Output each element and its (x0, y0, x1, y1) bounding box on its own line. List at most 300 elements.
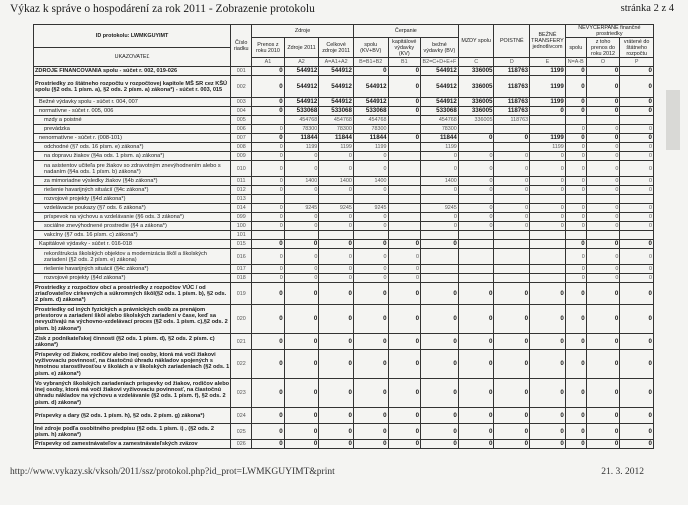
cell-value: 0 (252, 305, 285, 334)
cell-value (421, 249, 459, 265)
cell-value: 0 (586, 107, 620, 116)
cell-value: 0 (565, 143, 586, 152)
row-label: príspevok na výchovu a vzdelávanie (§6 ods. 3 zákona*) (34, 213, 231, 222)
cell-value: 0 (319, 408, 354, 424)
cell-value: 0 (620, 107, 654, 116)
row-number: 016 (231, 249, 252, 265)
cell-value: 0 (421, 283, 459, 305)
cell-value (353, 231, 388, 240)
cell-value: 0 (586, 265, 620, 274)
table-row (34, 305, 654, 334)
table-row (34, 231, 654, 240)
cell-value: 0 (620, 424, 654, 440)
cell-value: 11844 (353, 134, 388, 143)
row-label: rozvojové projekty (§4d zákona*) (34, 274, 231, 283)
cell-value: 0 (388, 265, 421, 274)
row-number: 001 (231, 67, 252, 76)
cell-value: 0 (252, 125, 285, 134)
cell-value: 0 (388, 98, 421, 107)
row-label: riešenie havarijných situácií (§4c zákona*) (34, 265, 231, 274)
column-code: B1 (388, 58, 421, 67)
cell-value: 0 (353, 222, 388, 231)
cell-value (530, 231, 566, 240)
cell-value: 0 (252, 213, 285, 222)
cell-value (494, 143, 530, 152)
cell-value (252, 116, 285, 125)
cell-value: 1199 (284, 143, 319, 152)
cell-value: 0 (565, 134, 586, 143)
cell-value: 0 (421, 222, 459, 231)
cell-value: 0 (252, 222, 285, 231)
cell-value: 1400 (421, 177, 459, 186)
cell-value (458, 125, 494, 134)
cell-value: 0 (620, 186, 654, 195)
row-number: 019 (231, 283, 252, 305)
cell-value: 0 (421, 334, 459, 350)
cell-value: 0 (252, 274, 285, 283)
row-label: riešenie havarijných situácií (§4c zákona*) (34, 186, 231, 195)
cell-value: 544912 (421, 98, 459, 107)
table-row (34, 116, 654, 125)
cell-value: 0 (565, 240, 586, 249)
footer-date: 21. 3. 2012 (601, 467, 644, 477)
row-number: 011 (231, 177, 252, 186)
table-row (34, 161, 654, 177)
cell-value: 0 (565, 67, 586, 76)
cell-value: 11844 (319, 134, 354, 143)
cell-value (530, 265, 566, 274)
table-row (34, 408, 654, 424)
cell-value (458, 265, 494, 274)
cell-value: 0 (530, 204, 566, 213)
cell-value (494, 195, 530, 204)
row-label: Vo vybraných školských zariadeniach príspevky od žiakov, rodičov alebo inej osoby, ktorá má voči žiakovi vyživovaciu povinnosť, na čiastočnú úhradu nákladov na výchovu a vzdelávanie (§2 ods. 1 písm. f), §2 ods. 2 písm. d) zákona*) (34, 379, 231, 408)
nevycerpane-header: NEVYČERPANÉ finančné prostriedky (565, 25, 653, 38)
cell-value: 0 (565, 204, 586, 213)
column-code: B=B1+B2 (353, 58, 388, 67)
cell-value: 0 (494, 379, 530, 408)
cell-value (494, 249, 530, 265)
table-row (34, 274, 654, 283)
page-title: Výkaz k správe o hospodárení za rok 2011 - Zobrazenie protokolu (10, 3, 315, 15)
cell-value (388, 161, 421, 177)
cell-value: 0 (530, 152, 566, 161)
cell-value: 0 (586, 204, 620, 213)
cell-value: 0 (494, 408, 530, 424)
cell-value: 0 (620, 274, 654, 283)
cell-value: 0 (494, 186, 530, 195)
row-label: Príspevky od žiakov, rodičov alebo inej osoby, ktorá má voči žiakovi vyživovaciu povinnosť, na čiastočnú úhradu nákladov spojených s hmotnou starostlivosťou v školách a v školských zariadeniach (§2 ods. 1 písm. e) zákona*) (34, 350, 231, 379)
cell-value: 0 (458, 283, 494, 305)
column-code: A=A1+A2 (319, 58, 354, 67)
cell-value: 0 (353, 424, 388, 440)
cell-value (586, 195, 620, 204)
cell-value (388, 204, 421, 213)
cell-value: 0 (620, 408, 654, 424)
cell-value: 544912 (353, 76, 388, 98)
cell-value: 0 (620, 143, 654, 152)
cell-value: 0 (586, 186, 620, 195)
cell-value (458, 249, 494, 265)
cell-value: 544912 (421, 67, 459, 76)
table-row (34, 107, 654, 116)
cell-value: 0 (586, 274, 620, 283)
cell-value: 0 (353, 305, 388, 334)
table-row (34, 98, 654, 107)
cell-value: 0 (252, 334, 285, 350)
cell-value: 0 (319, 222, 354, 231)
cell-value: 0 (353, 240, 388, 249)
cell-value (284, 231, 319, 240)
cell-value: 0 (586, 249, 620, 265)
cell-value: 0 (530, 283, 566, 305)
cell-value (620, 116, 654, 125)
table-row (34, 265, 654, 274)
table-row (34, 204, 654, 213)
cell-value: 0 (284, 305, 319, 334)
cell-value (565, 195, 586, 204)
cell-value: 0 (458, 440, 494, 449)
cell-value: 0 (388, 67, 421, 76)
col-kapitalove: kapitálové výdavky (KV) (388, 38, 421, 58)
cell-value: 0 (565, 408, 586, 424)
row-number: 005 (231, 116, 252, 125)
cell-value: 0 (319, 161, 354, 177)
cell-value: 0 (620, 265, 654, 274)
row-label: na dopravu žiakov (§4a ods. 1 písm. a) zákona*) (34, 152, 231, 161)
cell-value: 0 (620, 213, 654, 222)
cell-value: 0 (494, 350, 530, 379)
cell-value: 0 (530, 424, 566, 440)
cell-value: 336005 (458, 67, 494, 76)
report-table (33, 24, 654, 449)
row-number: 010 (231, 161, 252, 177)
cell-value: 0 (530, 213, 566, 222)
cell-value: 0 (586, 424, 620, 440)
cell-value (252, 231, 285, 240)
cell-value: 0 (586, 125, 620, 134)
cell-value (388, 125, 421, 134)
cell-value: 0 (620, 350, 654, 379)
cell-value: 0 (284, 274, 319, 283)
cell-value: 0 (319, 152, 354, 161)
cell-value: 0 (284, 152, 319, 161)
row-label: vakcíny (§7 ods. 16 písm. c) zákona*) (34, 231, 231, 240)
cell-value: 0 (421, 152, 459, 161)
cell-value (530, 249, 566, 265)
col-bezne-vydavky: bežné výdavky (BV) (421, 38, 459, 58)
cell-value: 0 (421, 240, 459, 249)
cell-value (494, 274, 530, 283)
cell-value: 0 (421, 305, 459, 334)
cell-value: 0 (620, 67, 654, 76)
cell-value: 0 (494, 213, 530, 222)
cell-value: 0 (284, 379, 319, 408)
cell-value: 0 (388, 274, 421, 283)
table-row (34, 195, 654, 204)
cell-value: 0 (252, 283, 285, 305)
cell-value: 0 (252, 249, 285, 265)
cell-value: 0 (284, 265, 319, 274)
cell-value: 0 (530, 222, 566, 231)
cell-value: 0 (586, 350, 620, 379)
row-label: odchodné (§7 ods. 16 písm. e) zákona*) (34, 143, 231, 152)
row-label: Prostriedky z rozpočtov obcí a prostriedky z rozpočtov VÚC / od zriaďovateľov cirkevných a súkromných škôl(§2 ods. 1 písm. b), §2 ods. 2 písm. d) zákona*) (34, 283, 231, 305)
row-number: 012 (231, 186, 252, 195)
cell-value (494, 265, 530, 274)
cell-value: 0 (421, 350, 459, 379)
cell-value: 0 (388, 379, 421, 408)
cell-value: 0 (319, 265, 354, 274)
cell-value: 0 (458, 213, 494, 222)
cell-value: 0 (284, 440, 319, 449)
cell-value: 0 (353, 440, 388, 449)
row-label: na asistentov učiteľa pre žiakov so zdravotným znevýhodnením alebo s nadaním (§4a ods. 1 písm. b) zákona*) (34, 161, 231, 177)
cell-value (494, 240, 530, 249)
cell-value: 0 (319, 305, 354, 334)
cell-value: 1199 (530, 143, 566, 152)
cell-value: 0 (252, 107, 285, 116)
cell-value: 454768 (319, 116, 354, 125)
cell-value: 11844 (421, 134, 459, 143)
row-number: 022 (231, 350, 252, 379)
cell-value: 454768 (421, 116, 459, 125)
cell-value: 544912 (284, 76, 319, 98)
cell-value: 1199 (421, 143, 459, 152)
cell-value: 0 (565, 274, 586, 283)
table-row (34, 186, 654, 195)
cell-value (421, 195, 459, 204)
cell-value: 0 (586, 177, 620, 186)
cell-value: 0 (620, 222, 654, 231)
row-number: 004 (231, 107, 252, 116)
row-label: Iné zdroje podľa osobitného predpisu (§2 ods. 1 písm. i) , (§2 ods. 2 písm. h) zákona*) (34, 424, 231, 440)
cell-value: 0 (620, 379, 654, 408)
row-number: 007 (231, 134, 252, 143)
cell-value: 0 (565, 76, 586, 98)
cell-value: 0 (530, 379, 566, 408)
cell-value: 0 (494, 222, 530, 231)
cell-value: 0 (620, 204, 654, 213)
cell-value: 0 (565, 283, 586, 305)
row-label: Príspevky od zamestnávateľov a zamestnávateľských zväzov (34, 440, 231, 449)
cell-value: 0 (565, 424, 586, 440)
cell-value: 0 (252, 240, 285, 249)
cell-value: 0 (319, 274, 354, 283)
cell-value: 0 (353, 350, 388, 379)
cell-value: 0 (565, 152, 586, 161)
cell-value: 0 (319, 424, 354, 440)
cell-value: 0 (494, 204, 530, 213)
cell-value (458, 274, 494, 283)
cell-value (388, 116, 421, 125)
cell-value: 0 (284, 249, 319, 265)
table-row (34, 379, 654, 408)
cell-value: 0 (458, 424, 494, 440)
cell-value: 0 (421, 186, 459, 195)
table-row (34, 283, 654, 305)
cell-value: 0 (458, 161, 494, 177)
cerpanie-header: Čerpanie (353, 25, 458, 38)
cell-value: 0 (530, 107, 566, 116)
cell-value: 0 (284, 222, 319, 231)
column-code: A2 (284, 58, 319, 67)
row-number: 024 (231, 408, 252, 424)
cell-value: 0 (353, 265, 388, 274)
cell-value (530, 240, 566, 249)
cell-value: 0 (252, 424, 285, 440)
cell-value: 0 (353, 408, 388, 424)
cell-value: 0 (586, 152, 620, 161)
cell-value: 0 (620, 152, 654, 161)
cell-value: 0 (319, 440, 354, 449)
cell-value: 0 (458, 408, 494, 424)
cell-value (620, 231, 654, 240)
cell-value: 0 (252, 134, 285, 143)
cell-value: 118763 (494, 116, 530, 125)
cell-value: 0 (252, 152, 285, 161)
cell-value (458, 195, 494, 204)
cell-value: 0 (252, 408, 285, 424)
cell-value: 0 (388, 76, 421, 98)
row-label: sociálne znevýhodnené prostredie (§4 a zákona*) (34, 222, 231, 231)
cell-value: 0 (565, 161, 586, 177)
cell-value: 0 (586, 213, 620, 222)
row-label: za mimoriadne výsledky žiakov (§4b zákona*) (34, 177, 231, 186)
cell-value: 0 (319, 379, 354, 408)
cell-value: 0 (586, 283, 620, 305)
table-row (34, 125, 654, 134)
cell-value: 0 (388, 107, 421, 116)
cell-value: 544912 (353, 98, 388, 107)
cell-value: 118763 (494, 67, 530, 76)
table-row (34, 213, 654, 222)
cell-value: 9245 (353, 204, 388, 213)
cell-value: 0 (458, 134, 494, 143)
cell-value: 0 (565, 177, 586, 186)
row-number: 003 (231, 98, 252, 107)
cell-value: 0 (494, 177, 530, 186)
cell-value: 336005 (458, 76, 494, 98)
cell-value: 0 (252, 143, 285, 152)
cell-value: 0 (565, 350, 586, 379)
row-label: vzdelávacie poukazy (§7 ods. 6 zákona*) (34, 204, 231, 213)
cell-value: 0 (353, 186, 388, 195)
cell-value: 336005 (458, 98, 494, 107)
row-number-header: Číslo riadku (231, 25, 252, 67)
cell-value: 0 (252, 186, 285, 195)
cell-value: 0 (620, 125, 654, 134)
cell-value: 0 (586, 76, 620, 98)
cell-value: 0 (252, 98, 285, 107)
row-label: Bežné výdavky spolu - súčet r. 004, 007 (34, 98, 231, 107)
row-number: 026 (231, 440, 252, 449)
row-number: 018 (231, 274, 252, 283)
cell-value (388, 231, 421, 240)
column-code: A1 (252, 58, 285, 67)
cell-value: 1199 (530, 76, 566, 98)
cell-value: 0 (284, 283, 319, 305)
cell-value: 0 (458, 152, 494, 161)
cell-value: 0 (620, 161, 654, 177)
cell-value: 0 (284, 240, 319, 249)
cell-value: 454768 (353, 116, 388, 125)
cell-value: 0 (565, 265, 586, 274)
cell-value: 1400 (319, 177, 354, 186)
row-number: 015 (231, 240, 252, 249)
cell-value: 0 (620, 283, 654, 305)
table-row (34, 424, 654, 440)
cell-value: 0 (586, 440, 620, 449)
col-prenos-2012: z toho prenos do roku 2012 (586, 38, 620, 58)
row-number: 101 (231, 231, 252, 240)
cell-value: 0 (565, 334, 586, 350)
cell-value: 0 (586, 161, 620, 177)
cell-value: 0 (284, 186, 319, 195)
cell-value: 0 (494, 424, 530, 440)
table-row (34, 134, 654, 143)
row-number: 020 (231, 305, 252, 334)
cell-value: 1400 (353, 177, 388, 186)
cell-value (494, 231, 530, 240)
row-label: nenormatívne - súčet r. (008-101) (34, 134, 231, 143)
cell-value: 0 (252, 204, 285, 213)
cell-value: 0 (586, 67, 620, 76)
cell-value (388, 152, 421, 161)
cell-value (421, 274, 459, 283)
cell-value: 0 (530, 177, 566, 186)
cell-value: 0 (421, 440, 459, 449)
table-row (34, 334, 654, 350)
cell-value: 0 (252, 379, 285, 408)
cell-value: 0 (319, 350, 354, 379)
cell-value: 118763 (494, 98, 530, 107)
cell-value: 78300 (421, 125, 459, 134)
cell-value: 0 (586, 240, 620, 249)
row-number: 013 (231, 195, 252, 204)
zdroje-header: Zdroje (252, 25, 354, 38)
table-row (34, 177, 654, 186)
cell-value: 533068 (284, 107, 319, 116)
cell-value: 544912 (284, 67, 319, 76)
cell-value: 0 (421, 379, 459, 408)
cell-value: 1199 (530, 67, 566, 76)
cell-value: 0 (458, 379, 494, 408)
cell-value: 544912 (319, 98, 354, 107)
cell-value: 0 (620, 440, 654, 449)
cell-value: 0 (388, 305, 421, 334)
col-poistne: POISTNÉ (494, 25, 530, 58)
cell-value: 9245 (319, 204, 354, 213)
cell-value: 0 (252, 350, 285, 379)
cell-value: 0 (353, 379, 388, 408)
cell-value (252, 195, 285, 204)
cell-value: 0 (458, 222, 494, 231)
cell-value: 533068 (421, 107, 459, 116)
cell-value: 0 (319, 334, 354, 350)
cell-value: 0 (284, 408, 319, 424)
cell-value (353, 195, 388, 204)
row-number: 014 (231, 204, 252, 213)
cell-value (565, 116, 586, 125)
cell-value: 0 (494, 283, 530, 305)
cell-value: 0 (252, 440, 285, 449)
cell-value: 0 (388, 334, 421, 350)
row-label: Prostriedky zo štátneho rozpočtu v rozpočtovej kapitole MŠ SR cez KŠÚ spolu (§2 ods. 1 písm. a), §2 ods. 2 písm. a) zákona*) - súčet r. 003, 015 (34, 76, 231, 98)
cell-value: 0 (252, 67, 285, 76)
cell-value (530, 116, 566, 125)
cell-value (530, 195, 566, 204)
